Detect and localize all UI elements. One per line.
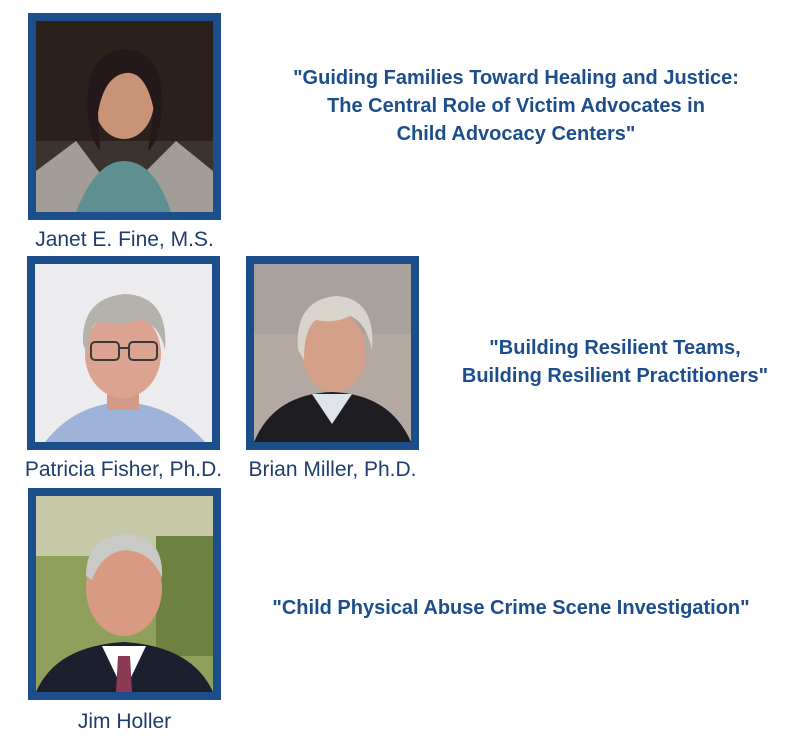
speaker-photo-brian-miller	[246, 256, 419, 450]
talk-title-line: "Child Physical Abuse Crime Scene Investigation"	[272, 597, 750, 619]
talk-title-line: "Building Resilient Teams,	[489, 337, 741, 359]
speaker-name-janet-fine: Janet E. Fine, M.S.	[35, 228, 214, 251]
speaker-photo-jim-holler	[28, 488, 221, 700]
talk-title-line: The Central Role of Victim Advocates in	[327, 95, 705, 117]
speaker-name-patricia-fisher: Patricia Fisher, Ph.D.	[24, 458, 223, 481]
talk-title-line: Child Advocacy Centers"	[396, 123, 636, 145]
talk-title-resilient-teams	[430, 334, 800, 390]
talk-title-line: Building Resilient Practitioners"	[461, 365, 769, 387]
talk-title-line: "Guiding Families Toward Healing and Justice:	[293, 67, 739, 89]
speaker-name-brian-miller: Brian Miller, Ph.D.	[248, 458, 417, 481]
talk-title-healing-justice	[236, 64, 796, 148]
speaker-name-jim-holler: Jim Holler	[77, 710, 172, 733]
speaker-photo-patricia-fisher	[27, 256, 220, 450]
speaker-photo-janet-fine	[28, 13, 221, 220]
talk-title-crime-scene	[226, 594, 796, 622]
